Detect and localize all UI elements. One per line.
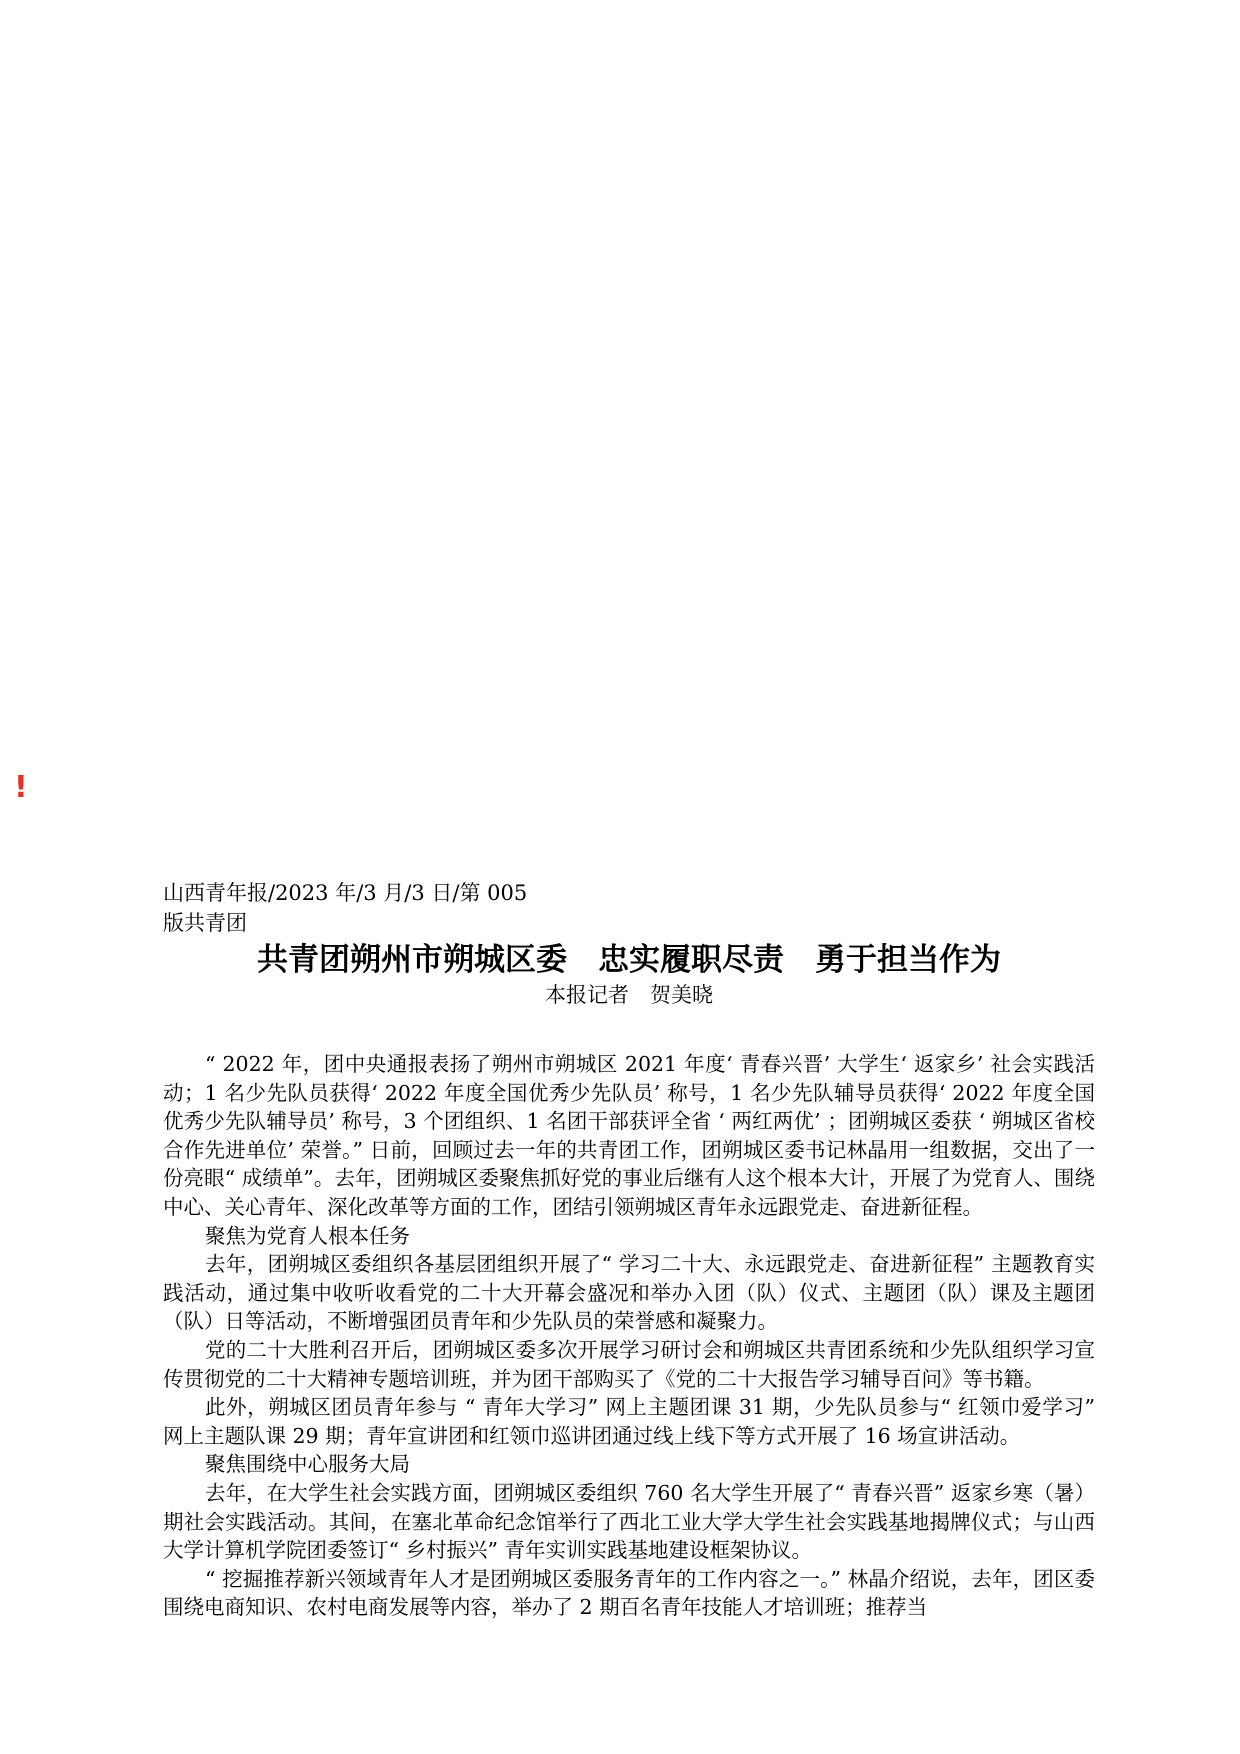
paragraph: 去年，在大学生社会实践方面，团朔城区委组织 760 名大学生开展了“ 青春兴晋” 返家乡寒（暑）期社会实践活动。其间，在塞北革命纪念馆举行了西北工业大学大学生社会实践基地揭牌仪式；与山西大学计算机学院团委签订“ 乡村振兴” 青年实训实践基地建设框架协议。 bbox=[163, 1480, 1095, 1563]
section-heading: 聚焦围绕中心服务大局 bbox=[205, 1452, 410, 1477]
section-heading: 聚焦为党育人根本任务 bbox=[205, 1223, 410, 1248]
red-exclamation-marker: ! bbox=[14, 770, 28, 805]
paragraph: “ 挖掘推荐新兴领域青年人才是团朔城区委服务青年的工作内容之一。” 林晶介绍说，去年，团区委围绕电商知识、农村电商发展等内容，举办了 2 期百名青年技能人才培训班；推荐当 bbox=[163, 1566, 1095, 1620]
article-headline: 共青团朔州市朔城区委 忠实履职尽责 勇于担当作为 bbox=[257, 942, 1001, 978]
paragraph-intro: “ 2022 年，团中央通报表扬了朔州市朔城区 2021 年度‘ 青春兴晋’ 大学生‘ 返家乡’ 社会实践活动；1 名少先队员获得‘ 2022 年度全国优秀少先队员’ 称号，1 名少先队辅导员获得‘ 2022 年度全国优秀少先队辅导员’ 称号，3 个团组织、1 名团干部获评全省 ‘ 两红两优’ ；团朔城区委获 ‘ 朔城区省校合作先进单位’ 荣誉。” 日前，回顾过去一年的共青团工作，团朔城区委书记林晶用一组数据，交出了一份亮眼“ 成绩单”。去年，团朔城区委聚焦抓好党的事业后继有人这个根本大计，开展了为党育人、围绕中心、关心青年、深化改革等方面的工作，团结引领朔城区青年永远跟党走、奋进新征程。 bbox=[163, 1052, 1095, 1219]
byline: 本报记者 贺美晓 bbox=[545, 983, 713, 1007]
article-body bbox=[163, 1050, 1095, 1622]
source-line: 山西青年报/2023 年/3 月/3 日/第 005 bbox=[163, 881, 528, 905]
paragraph: 党的二十大胜利召开后，团朔城区委多次开展学习研讨会和朔城区共青团系统和少先队组织学习宣传贯彻党的二十大精神专题培训班，并为团干部购买了《党的二十大报告学习辅导百问》等书籍。 bbox=[163, 1337, 1095, 1391]
paragraph: 去年，团朔城区委组织各基层团组织开展了“ 学习二十大、永远跟党走、奋进新征程” 主题教育实践活动，通过集中收听收看党的二十大开幕会盛况和举办入团（队）仪式、主题团（队）课及主题团（队）日等活动，不断增强团员青年和少先队员的荣誉感和凝聚力。 bbox=[163, 1252, 1095, 1334]
source-line-continued: 版共青团 bbox=[163, 911, 247, 935]
paragraph: 此外，朔城区团员青年参与 “ 青年大学习” 网上主题团课 31 期，少先队员参与“ 红领巾爱学习” 网上主题队课 29 期；青年宣讲团和红领巾巡讲团通过线上线下等方式开展了 16 场宣讲活动。 bbox=[163, 1395, 1095, 1448]
article bbox=[163, 878, 1095, 1622]
